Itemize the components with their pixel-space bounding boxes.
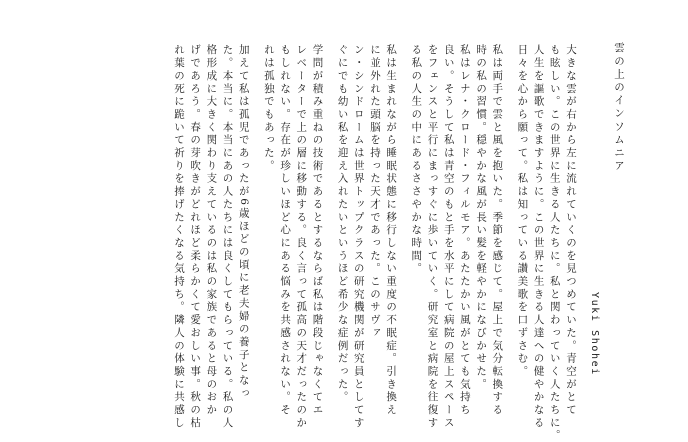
author-name: Yuki Shohei [589, 292, 600, 376]
text-line: 良い。そうして私は青空のもと手を水平にして病院の屋上スペース [442, 44, 455, 430]
text-line: 私は生まれながら睡眠状態に移行しない重度の不眠症。引き換え [385, 44, 398, 417]
text-line: れ葉の死に跪いて祈りを捧げたくなる気持ち。隣人の体験に共感し [172, 44, 185, 430]
text-line: に並外れた頭脳を持った天才であった。このサヴァ [368, 44, 381, 340]
text-line: レベーターで上の層に移動する。良く言って孤高の天才だったのか [295, 44, 308, 430]
text-line: る私の人生の中にあるささやかな時間。 [410, 44, 423, 276]
document-title: 雲の上のインソムニア [613, 42, 625, 173]
text-line: た。本当に。本当にあの人たちには良くしてもらっている。私の人 [221, 44, 234, 430]
text-line: 人生を謳歌できますように。この世界に生きる人達への健やかなる [532, 44, 545, 430]
text-line: 学問が積み重ねの技術であるとするならば私は階段じゃなくてエ [311, 44, 324, 417]
text-line: げであろう。春の芽吹きがどれほど柔らかくて愛おしい事。秋の枯 [189, 44, 202, 430]
text-line: 大きな雲が右から左に流れていくのを見つめていた。青空がとて [565, 44, 577, 417]
text-line: 時の私の習慣。穏やかな風が長い髪を軽やかになびかせた。 [475, 44, 488, 391]
text-line: も眩しい。この世界に生きる人たちに。私と関わっていく人たちに。 [548, 44, 561, 442]
text-line: れは孤独でもあった。 [262, 44, 275, 173]
text-line: 加えて私は孤児であったが6歳ほどの頃に老夫婦の養子となっ [237, 44, 250, 400]
text-line: もしれない。存在が珍しいほど心にある悩みを共感されない。そ [279, 44, 292, 417]
text-line: 日々を心から願って。私は知っている讃美歌を口ずさむ。 [516, 44, 529, 379]
text-line: 私はレナ・クロード・フィルモア。あたたかい風がとても気持ち [458, 44, 471, 417]
text-line: 格形成に大きく関わり支えているのは私の家族であると母のおか [205, 44, 218, 417]
text-line: 私は両手で雲と風を抱いた。季節を感じて。屋上で気分転換する [491, 44, 504, 417]
text-line: ン・シンドロームは世界トップクラスの研究機関が研究員としてす [352, 44, 365, 430]
text-line: ぐにでも幼い私を迎え入れたいというほど希少な症例だった。 [336, 44, 349, 404]
text-line: をフェンスと平行にまっすぐに歩いていく。研究室と病院を往復す [426, 44, 439, 430]
